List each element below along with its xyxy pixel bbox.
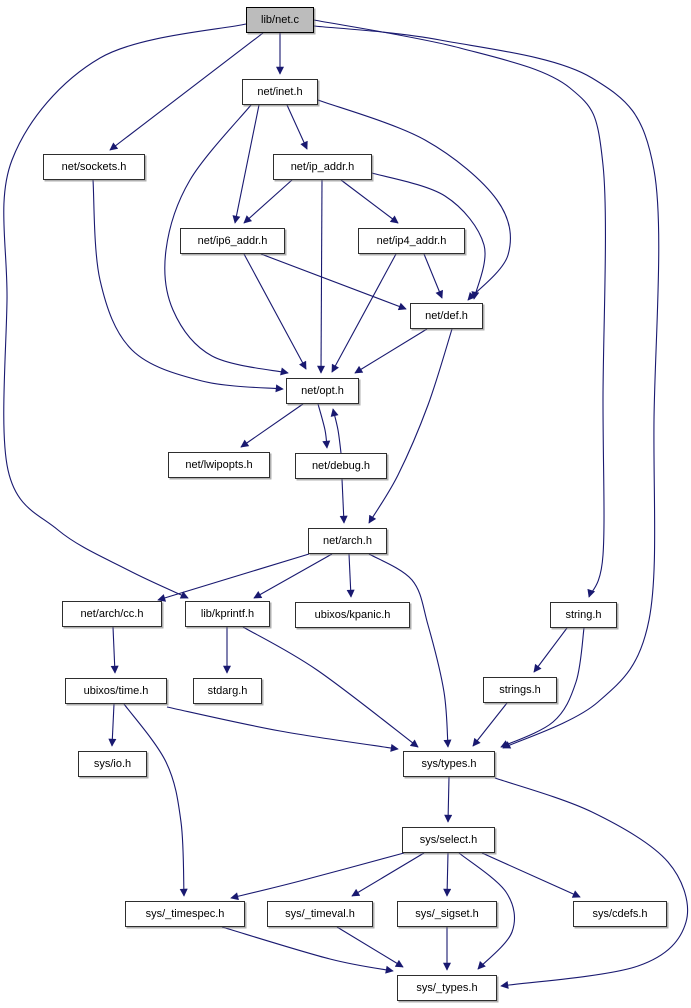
node-ubixos-kpanic-h[interactable]: ubixos/kpanic.h: [295, 602, 410, 628]
node-net-lwipopts-h[interactable]: net/lwipopts.h: [168, 452, 270, 478]
edge-lib-net-c--sys-types-h: [314, 26, 659, 748]
node-net-ip4-addr-h[interactable]: net/ip4_addr.h: [358, 228, 465, 254]
node-sys-cdefs-h[interactable]: sys/cdefs.h: [573, 901, 667, 927]
edge-net-arch-cc-h--ubixos-time-h: [113, 627, 115, 673]
node-sys-timespec-h[interactable]: sys/_timespec.h: [125, 901, 245, 927]
edge-net-opt-h--net-lwipopts-h: [241, 404, 303, 447]
edge-sys-select-h--sys-cdefs-h: [482, 853, 580, 897]
node-lib-kprintf-h[interactable]: lib/kprintf.h: [185, 601, 270, 627]
edge-sys-timespec-h--sys--types-h: [222, 927, 393, 971]
edge-sys-select-h--sys-timeval-h: [352, 853, 424, 896]
edge-sys-select-h--sys-timespec-h: [231, 853, 404, 898]
node-net-inet-h[interactable]: net/inet.h: [242, 79, 318, 105]
edge-net-arch-h--lib-kprintf-h: [254, 554, 332, 598]
node-sys-types-h[interactable]: sys/types.h: [403, 751, 495, 777]
edge-net-inet-h--net-ip6-addr-h: [235, 105, 259, 223]
edge-net-ip-addr-h--net-ip4-addr-h: [341, 180, 398, 223]
edge-net-arch-h--net-arch-cc-h: [158, 554, 309, 600]
node-string-h[interactable]: string.h: [550, 602, 617, 628]
edge-net-def-h--net-arch-h: [369, 329, 452, 523]
edge-net-ip6-addr-h--net-opt-h: [244, 254, 306, 369]
node-ubixos-time-h[interactable]: ubixos/time.h: [65, 678, 167, 704]
node-lib-net-c: lib/net.c: [246, 7, 314, 33]
edge-net-inet-h--net-def-h: [318, 100, 510, 300]
node-strings-h[interactable]: strings.h: [483, 677, 557, 703]
node-net-ip-addr-h[interactable]: net/ip_addr.h: [273, 154, 372, 180]
node-net-opt-h[interactable]: net/opt.h: [286, 378, 359, 404]
edge-lib-net-c--lib-kprintf-h: [4, 24, 246, 598]
node-net-arch-h[interactable]: net/arch.h: [308, 528, 387, 554]
edge-net-opt-h--net-debug-h: [318, 404, 327, 448]
edge-net-arch-h--ubixos-kpanic-h: [349, 554, 351, 597]
node-net-def-h[interactable]: net/def.h: [410, 303, 483, 329]
node-sys-io-h[interactable]: sys/io.h: [78, 751, 147, 777]
edge-net-debug-h--net-opt-h: [333, 409, 341, 453]
edge-sys-types-h--sys-select-h: [448, 777, 449, 822]
edge-net-inet-h--net-ip-addr-h: [287, 105, 307, 149]
edge-net-ip4-addr-h--net-def-h: [424, 254, 442, 298]
node-sys--types-h[interactable]: sys/_types.h: [397, 975, 497, 1001]
node-stdarg-h[interactable]: stdarg.h: [193, 678, 262, 704]
node-net-sockets-h[interactable]: net/sockets.h: [43, 154, 145, 180]
node-sys-timeval-h[interactable]: sys/_timeval.h: [267, 901, 373, 927]
edge-lib-net-c--net-sockets-h: [110, 33, 263, 150]
edge-net-ip6-addr-h--net-def-h: [261, 254, 406, 309]
edge-net-debug-h--net-arch-h: [342, 479, 344, 523]
node-net-ip6-addr-h[interactable]: net/ip6_addr.h: [180, 228, 285, 254]
edge-net-sockets-h--net-opt-h: [93, 180, 283, 389]
node-net-arch-cc-h[interactable]: net/arch/cc.h: [62, 601, 162, 627]
edge-ubixos-time-h--sys-io-h: [112, 704, 114, 746]
edge-strings-h--sys-types-h: [473, 703, 507, 746]
edge-ubixos-time-h--sys-types-h: [167, 707, 398, 749]
node-net-debug-h[interactable]: net/debug.h: [295, 453, 387, 479]
edge-sys-timeval-h--sys--types-h: [337, 927, 403, 967]
edge-net-ip-addr-h--net-ip6-addr-h: [244, 180, 292, 223]
node-sys-select-h[interactable]: sys/select.h: [402, 827, 495, 853]
edge-sys-types-h--sys--types-h: [495, 778, 688, 986]
node-sys-sigset-h[interactable]: sys/_sigset.h: [397, 901, 497, 927]
edge-ubixos-time-h--sys-timespec-h: [124, 704, 184, 896]
edge-string-h--strings-h: [534, 628, 567, 672]
edge-sys-select-h--sys-sigset-h: [447, 853, 448, 896]
edge-net-def-h--net-opt-h: [355, 329, 427, 373]
